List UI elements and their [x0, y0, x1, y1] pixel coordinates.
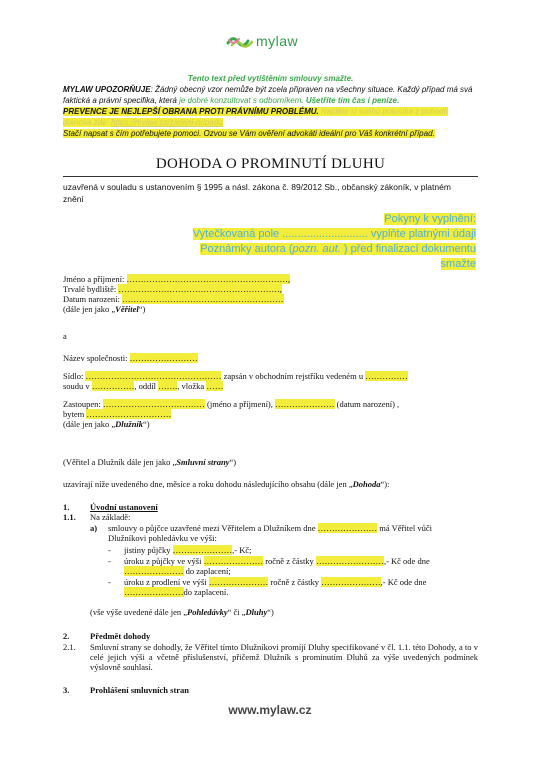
fill-instructions: [170, 212, 476, 272]
debtor-rep-birth-field[interactable]: …………………: [275, 399, 335, 409]
warning-paragraph-3: Stačí napsat s čím potřebujete pomoci. Ozvou se Vám ověření advokáti ideální pro Váš konkrétní případ.: [63, 129, 435, 138]
section-1-1-number: 1.1.: [63, 512, 76, 522]
claim-item-default-interest: - úroku z prodlení ve výši ………………… ročně z částky …………………,- Kč ode dne …………………do zaplacení.: [108, 577, 427, 597]
creditor-birth-row: Datum narození: …………………………………………………: [63, 294, 284, 304]
creditor-name-row: Jméno a příjmení: …………………………………………………,: [63, 274, 291, 284]
debtor-register-row: soudu v ……………, oddíl ……., vložka ……: [63, 381, 224, 391]
debtor-block: [63, 353, 478, 429]
and-separator: a: [63, 331, 67, 341]
creditor-address-field[interactable]: …………………………………………………,: [118, 284, 283, 294]
section-3-number: 3.: [63, 685, 70, 695]
section-2-1-number: 2.1.: [63, 642, 76, 652]
creditor-address-row: Trvalé bydliště: …………………………………………………,: [63, 284, 283, 294]
debtor-residence-field[interactable]: …………………………: [86, 409, 172, 419]
instructions-heading: Pokyny k vyplnění:: [384, 213, 476, 225]
section-3-heading: Prohlášení smluvních stran: [90, 685, 190, 695]
debtor-court-city-field[interactable]: ……………: [91, 381, 135, 391]
title-divider: [63, 176, 478, 177]
creditor-name-field[interactable]: …………………………………………………,: [126, 274, 291, 284]
debtor-rep-name-field[interactable]: ………………………………: [102, 399, 205, 409]
debtor-residence-row: bytem …………………………: [63, 409, 172, 419]
parties-alias: (Věřitel a Dlužník dále jen jako „Smluvní strany“): [63, 457, 237, 467]
debtor-seat-field[interactable]: …………………………………………: [85, 371, 222, 381]
default-date-field[interactable]: …………………: [124, 587, 184, 597]
loan-date-field[interactable]: …………………: [317, 523, 378, 533]
instructions-dotted-fields: Vytečkovaná pole ............................ vyplňte platnými údaji: [192, 228, 476, 240]
debtor-company-field[interactable]: ……………………: [129, 353, 198, 363]
mylaw-logo: [226, 32, 316, 54]
document-subtitle: uzavřená v souladu s ustanovením § 1995 a násl. zákona č. 89/2012 Sb., občanský zákoník, v platném znění: [63, 182, 451, 204]
mylaw-logo-icon: [226, 34, 254, 50]
debtor-seat-row: Sídlo: ………………………………………… zapsán v obchodním rejstříku vedeném u ……………: [63, 371, 408, 381]
debtor-alias: (dále jen jako „Dlužník“): [63, 419, 150, 429]
debtor-section-field[interactable]: …….: [158, 381, 178, 391]
item-a-label: a): [90, 523, 98, 533]
section-2-heading: Předmět dohody: [90, 631, 151, 641]
agreement-intro: uzavírají níže uvedeného dne, měsíce a roku dohodu následujícího obsahu (dále jen „Dohoda“):: [63, 479, 390, 489]
debtor-company-row: Název společnosti: ……………………: [63, 353, 198, 363]
creditor-block: [63, 274, 478, 314]
item-a-text: smlouvy o půjčce uzavřené mezi Věřitelem a Dlužníkem dne ………………… má Věřitel vůči Dlužníkovi pohledávku ve výši:: [108, 523, 433, 543]
principal-field[interactable]: …………………: [172, 545, 233, 555]
creditor-alias: (dále jen jako „Věřitel“): [63, 304, 146, 314]
warning-delete-note: Tento text před vytištěním smlouvy smažte.: [187, 74, 354, 83]
section-2-number: 2.: [63, 631, 70, 641]
debtor-insert-field[interactable]: ……: [206, 381, 224, 391]
footer-website: www.mylaw.cz: [228, 703, 312, 717]
section-1-1-text: Na základě:: [90, 512, 131, 522]
warning-block: [63, 73, 478, 139]
interest-rate-field[interactable]: …………………: [203, 556, 264, 566]
document-title: DOHODA O PROMINUTÍ DLUHU: [155, 156, 386, 172]
claim-items: [108, 545, 478, 597]
debtor-representative-row: Zastoupen: ……………………………… (jméno a příjmení), ………………… (datum narození) ,: [63, 399, 400, 409]
section-1-heading: Úvodní ustanovení: [90, 502, 158, 512]
default-rate-field[interactable]: …………………: [208, 577, 269, 587]
debtor-court-field[interactable]: ……………: [365, 371, 408, 381]
creditor-birth-field[interactable]: …………………………………………………: [122, 294, 284, 304]
lawyer-link[interactable]: https://mylaw.cz/zadani-pripadu: [111, 118, 223, 127]
section-1-number: 1.: [63, 502, 70, 512]
warning-paragraph-1: MYLAW UPOZORŇUJE: Žádný obecný vzor nemůže být zcela připraven na všechny situace. Každý případ má svá faktická a právní specifika, která je dobré konzultovat s odborníkem. Ušetříte tím čas i peníze.: [63, 85, 473, 105]
interest-amount-field[interactable]: ……………………: [315, 556, 384, 566]
instructions-author-notes: Poznámky autora (pozn. aut. ) před finalizací dokumentu smažte: [200, 243, 476, 270]
warning-paragraph-2: PREVENCE JE NEJLEPŠÍ OBRANA PROTI PRÁVNÍMU PROBLÉMU. Najděte si svého právníka z pohodlí domova zde: https://mylaw.cz/zadani-pripadu: [63, 107, 448, 127]
logo-text: mylaw: [256, 33, 299, 49]
interest-date-field[interactable]: …………………: [124, 566, 184, 576]
claim-item-principal: - jistiny půjčky …………………,- Kč;: [108, 545, 252, 555]
claim-item-interest: - úroku z půjčky ve výši ………………… ročně z částky ……………………,- Kč ode dne ………………… do zaplacení;: [108, 556, 430, 576]
section-2-1-text: Smluvní strany se dohodly, že Věřitel tímto Dlužníkovi promíjí Dluhy specifikované v čl. 1.1. této Dohody, a to v celé jejich výši a včetně příslušenství, přičemž Dlužník s prominutím Dluhů za výše uvedených podmínek výslovně souhlasí.: [90, 642, 478, 672]
default-amount-field[interactable]: …………………: [321, 577, 381, 587]
claims-summary: (vše výše uvedené dále jen „Pohledávky“ či „Dluhy“): [90, 607, 274, 617]
